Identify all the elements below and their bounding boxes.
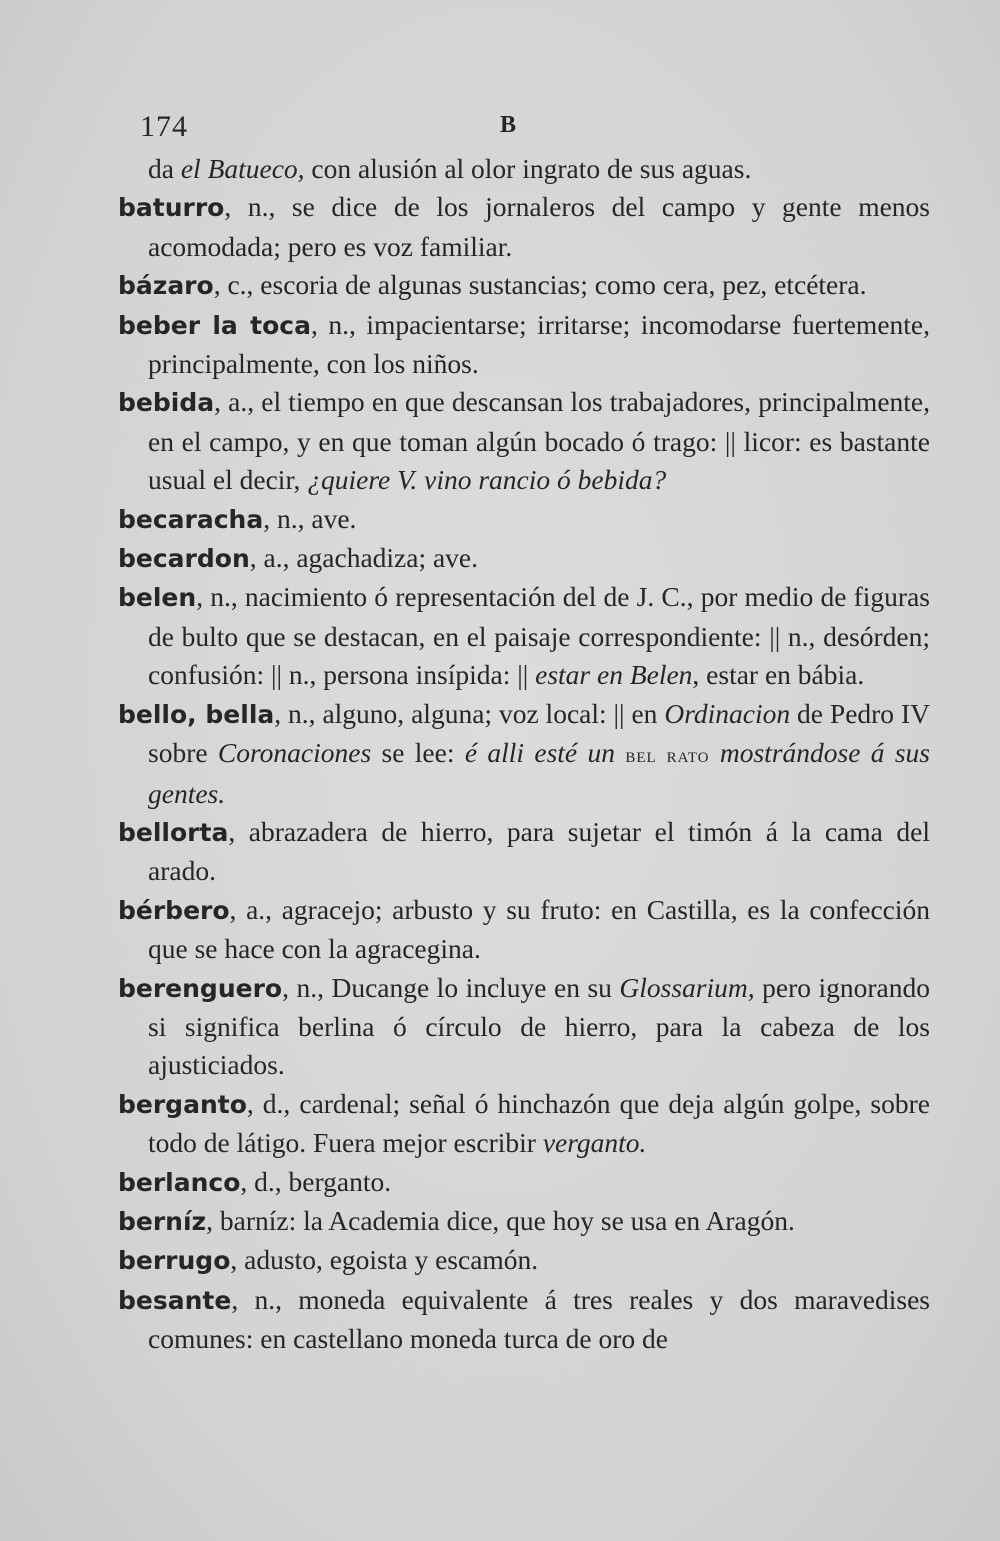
definition: , d., cardenal; señal ó hinchazón que deja algún golpe, sobre todo de látigo. Fuera mejor escribir bbox=[148, 1087, 930, 1159]
quote-italic: mostrándose á sus gentes. bbox=[148, 737, 931, 809]
definition: , n., alguno, alguna; voz local: || en bbox=[274, 697, 665, 729]
entry-italic: el Batueco, bbox=[180, 153, 305, 184]
dictionary-body bbox=[118, 150, 930, 1359]
phrase-italic: estar en Belen bbox=[535, 659, 693, 691]
dictionary-entry bbox=[118, 539, 930, 578]
headword: berrugo bbox=[118, 1246, 231, 1276]
headword: berganto bbox=[118, 1089, 247, 1119]
definition: , adusto, egoista y escamón. bbox=[230, 1244, 539, 1276]
dictionary-entry bbox=[118, 578, 930, 694]
definition: , abrazadera de hierro, para sujetar el timón á la cama del arado. bbox=[148, 815, 930, 887]
definition: , d., berganto. bbox=[240, 1165, 392, 1197]
definition: se lee: bbox=[371, 737, 465, 769]
dictionary-entry bbox=[118, 306, 930, 384]
dictionary-entry bbox=[118, 1163, 930, 1202]
dictionary-entry bbox=[118, 1085, 930, 1163]
headword: bello, bella bbox=[118, 699, 275, 729]
headword: becaracha bbox=[118, 504, 264, 534]
dictionary-entry bbox=[118, 1241, 930, 1280]
citation-italic: Coronaciones bbox=[217, 737, 372, 769]
dictionary-entry bbox=[118, 1281, 930, 1359]
definition: , a., el tiempo en que descansan los trabajadores, principalmente, en el campo, y en que toman algún bocado ó trago: || licor: es bastante usual el decir, bbox=[148, 386, 930, 496]
dictionary-entry bbox=[118, 813, 930, 891]
headword: berlanco bbox=[118, 1167, 241, 1197]
definition: , barníz: la Academia dice, que hoy se usa en Aragón. bbox=[206, 1204, 795, 1236]
word-italic: verganto. bbox=[542, 1127, 647, 1159]
definition: de Pedro IV sobre bbox=[148, 697, 930, 769]
dictionary-entry bbox=[118, 188, 930, 266]
entry-text: con alusión al olor ingrato de sus aguas. bbox=[304, 153, 752, 184]
dictionary-entry bbox=[118, 969, 930, 1085]
headword: bázaro bbox=[118, 271, 214, 301]
dictionary-entry bbox=[118, 266, 930, 305]
quote-small-caps: bel rato bbox=[625, 742, 710, 768]
dictionary-entry bbox=[118, 695, 930, 813]
headword: bebida bbox=[118, 388, 215, 418]
definition: , c., escoria de algunas sustancias; como cera, pez, etcétera. bbox=[213, 269, 867, 301]
definition: , n., moneda equivalente á tres reales y dos maravedises comunes: en castellano moneda turca de oro de bbox=[148, 1283, 930, 1355]
headword: belen bbox=[118, 583, 197, 613]
citation-italic: Ordinacion bbox=[664, 697, 791, 729]
definition: , n., se dice de los jornaleros del campo y gente menos acomodada; pero es voz familiar. bbox=[148, 191, 930, 262]
headword: bérbero bbox=[118, 895, 230, 925]
definition bbox=[710, 737, 720, 768]
definition bbox=[615, 737, 625, 768]
headword: beber la toca bbox=[118, 310, 311, 340]
definition: , n., Ducange lo incluye en su bbox=[282, 971, 620, 1003]
title-italic: Glossarium, bbox=[619, 971, 755, 1003]
headword: bellorta bbox=[118, 817, 229, 847]
definition: , a., agachadiza; ave. bbox=[249, 542, 479, 574]
dictionary-entry bbox=[118, 891, 930, 969]
quote-italic: é alli esté un bbox=[464, 737, 615, 769]
dictionary-entry bbox=[118, 500, 930, 539]
definition: , estar en bábia. bbox=[692, 659, 865, 691]
example-italic: ¿quiere V. vino rancio ó bebida? bbox=[307, 464, 667, 496]
page-header bbox=[140, 110, 540, 150]
definition: , n., nacimiento ó representación del de J. C., por medio de figuras de bulto que se destacan, en el paisaje correspondiente: || n., desórden; confusión: || n., persona insípida: || bbox=[148, 581, 930, 691]
headword: berníz bbox=[118, 1206, 207, 1236]
definition: , n., impacientarse; irritarse; incomodarse fuertemente, principalmente, con los niños. bbox=[148, 308, 930, 380]
dictionary-entry bbox=[118, 150, 930, 188]
section-letter: B bbox=[500, 112, 517, 138]
dictionary-entry bbox=[118, 1202, 930, 1241]
definition: , a., agracejo; arbusto y su fruto: en Castilla, es la confección que se hace con la agracegina. bbox=[148, 893, 930, 965]
dictionary-entry bbox=[118, 383, 930, 499]
headword: becardon bbox=[118, 544, 250, 574]
definition: pero ignorando si significa berlina ó círculo de hierro, para la cabeza de los ajusticiados. bbox=[148, 971, 930, 1081]
headword: besante bbox=[118, 1285, 232, 1315]
headword: berenguero bbox=[118, 973, 283, 1003]
entry-text: da bbox=[148, 153, 181, 184]
page-number: 174 bbox=[140, 110, 188, 143]
definition: , n., ave. bbox=[263, 502, 357, 534]
headword: baturro bbox=[118, 193, 225, 223]
